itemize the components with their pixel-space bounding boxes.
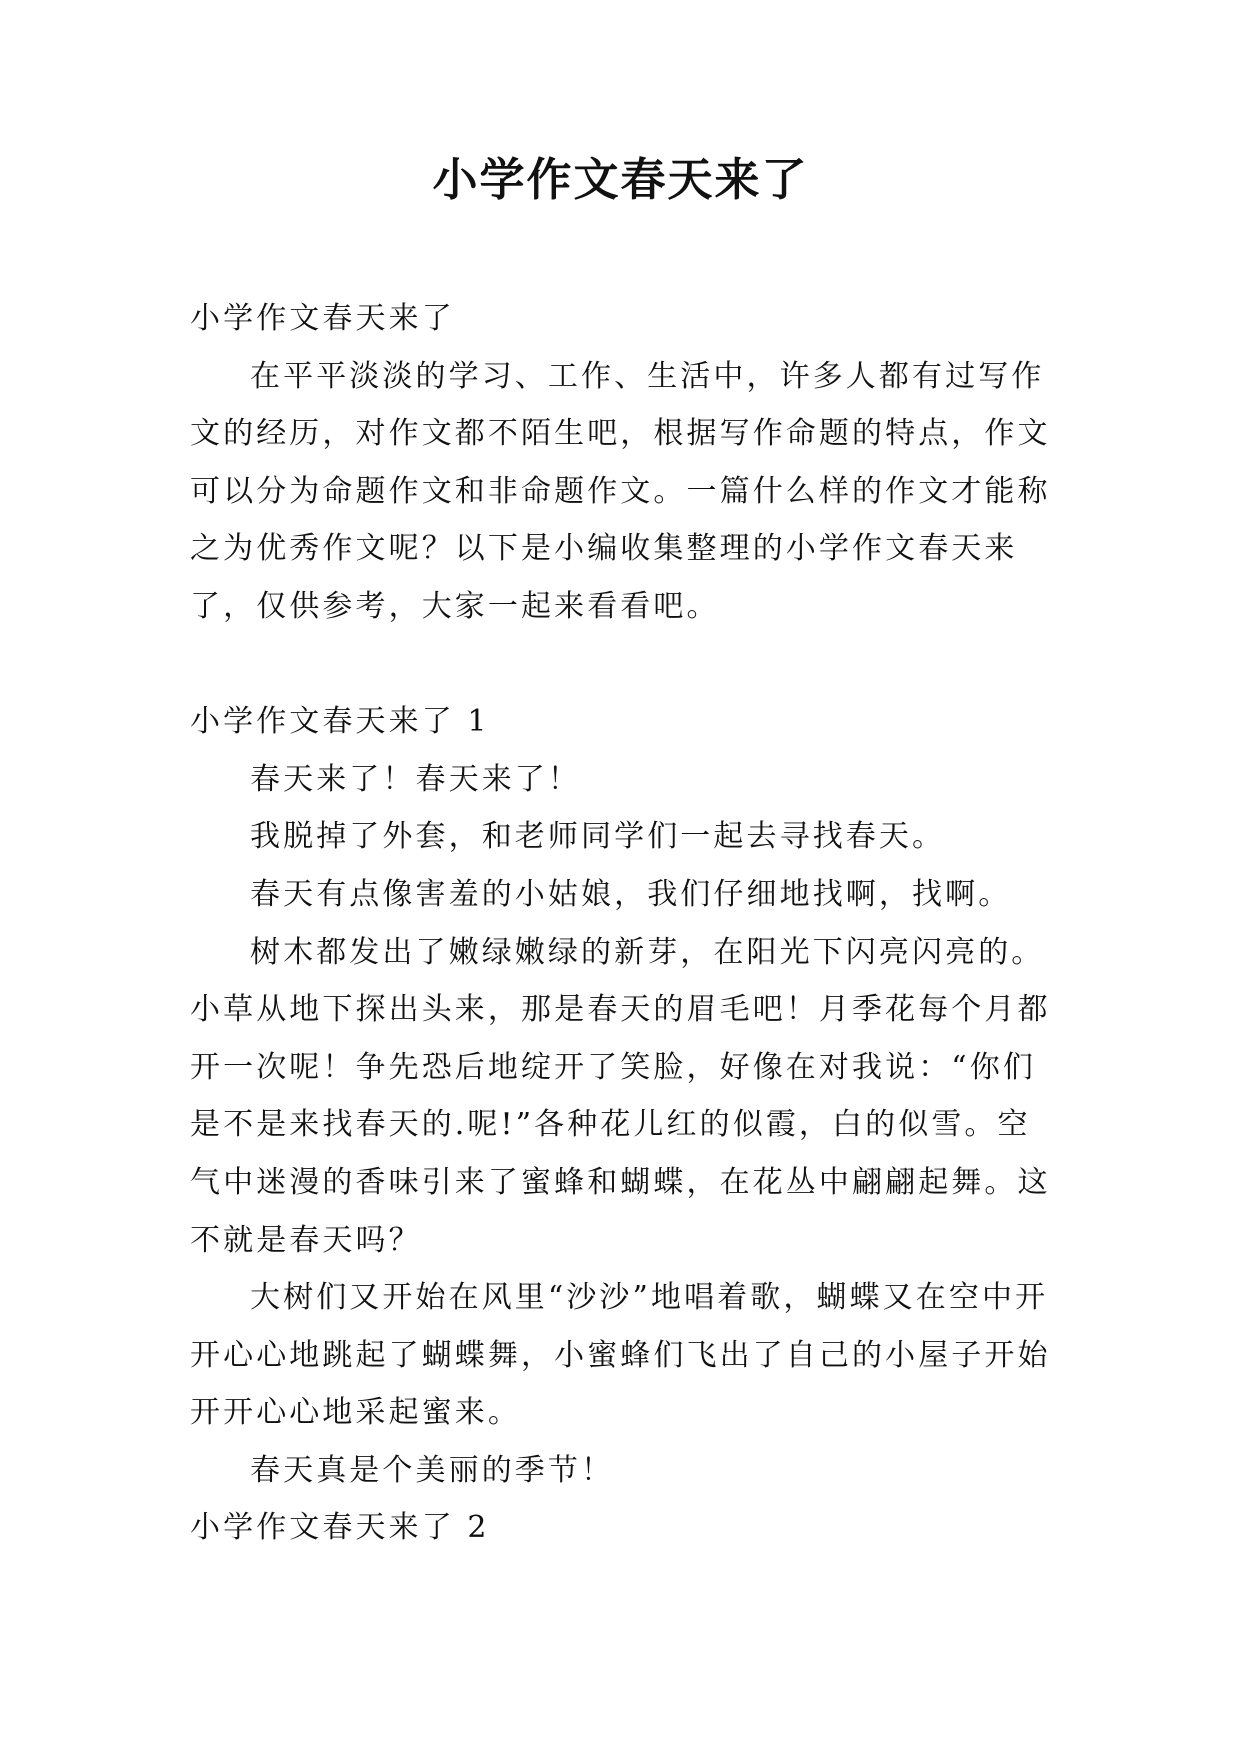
intro-paragraph: 在平平淡淡的学习、工作、生活中，许多人都有过写作文的经历，对作文都不陌生吧，根据写作命题的特点，作文可以分为命题作文和非命题作文。一篇什么样的作文才能称之为优秀作文呢？以下是小编收集整理的小学作文春天来了，仅供参考，大家一起来看看吧。 bbox=[190, 358, 1051, 624]
essay-1-heading: 小学作文春天来了 1 bbox=[190, 704, 490, 740]
document-title: 小学作文春天来了 bbox=[432, 153, 809, 206]
essay-1-paragraph: 树木都发出了嫩绿嫩绿的新芽，在阳光下闪亮闪亮的。小草从地下探出头来，那是春天的眉毛吧！月季花每个月都开一次呢！争先恐后地绽开了笑脸，好像在对我说：“你们是不是来找春天的.呢!”各种花儿红的似霞，白的似雪。空气中迷漫的香味引来了蜜蜂和蝴蝶，在花丛中翩翩起舞。这不就是春天吗？ bbox=[190, 934, 1051, 1258]
document-body bbox=[190, 290, 1060, 1557]
essay-1-paragraph: 春天真是个美丽的季节！ bbox=[250, 1452, 615, 1488]
essay-1-paragraph: 大树们又开始在风里“沙沙”地唱着歌，蝴蝶又在空中开开心心地跳起了蝴蝶舞，小蜜蜂们飞出了自己的小屋子开始开开心心地采起蜜来。 bbox=[190, 1280, 1051, 1431]
essay-1-paragraph: 春天来了！春天来了！ bbox=[250, 761, 581, 797]
essay-1-paragraph: 我脱掉了外套，和老师同学们一起去寻找春天。 bbox=[250, 819, 946, 855]
essay-1-paragraph: 春天有点像害羞的小姑娘，我们仔细地找啊，找啊。 bbox=[250, 876, 1012, 912]
document-subtitle: 小学作文春天来了 bbox=[190, 301, 455, 336]
section-spacer bbox=[190, 636, 1060, 694]
essay-2-heading: 小学作文春天来了 2 bbox=[190, 1510, 490, 1546]
